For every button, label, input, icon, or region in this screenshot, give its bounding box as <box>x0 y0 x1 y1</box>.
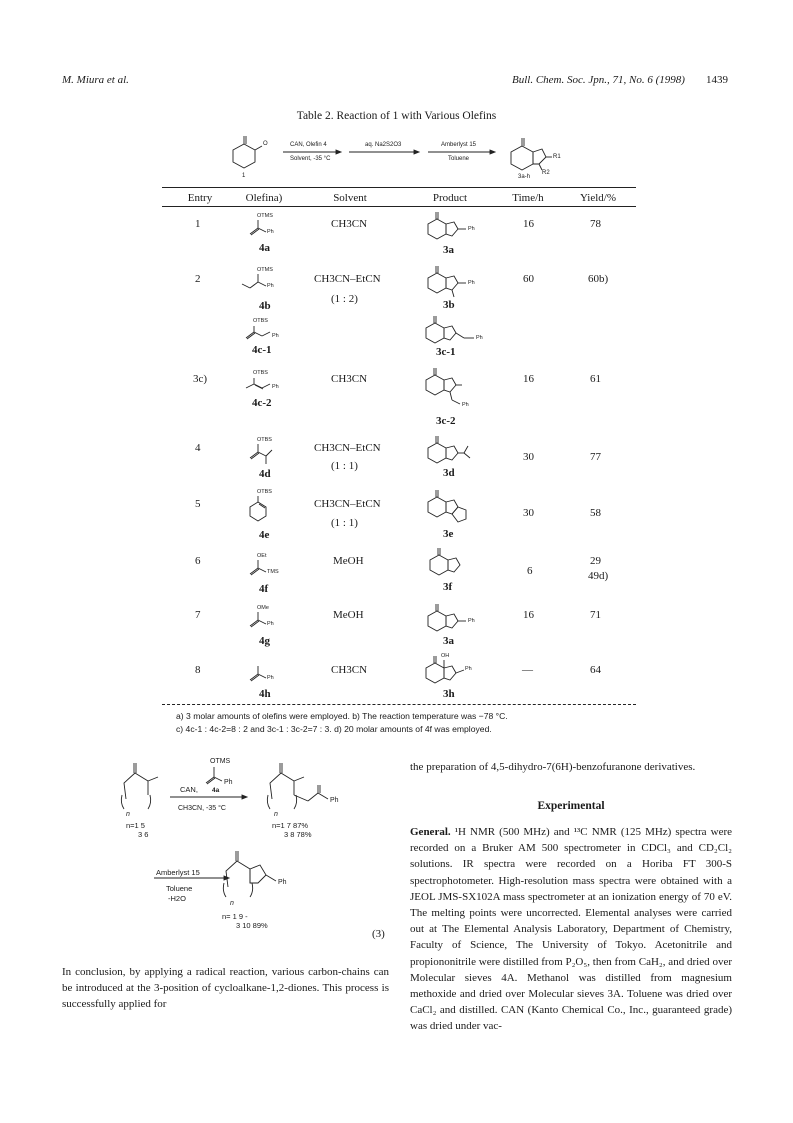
scheme-r1: R1 <box>553 154 561 160</box>
struct-4a <box>244 212 288 245</box>
eq3-reagent-4a: 4a <box>212 787 220 794</box>
struct-4h-ph: Ph <box>267 675 274 681</box>
table-top-rule <box>162 187 636 188</box>
struct-4a-otms: OTMS <box>257 213 273 219</box>
struct-4e-otbs: OTBS <box>257 489 272 495</box>
scheme-r2: R2 <box>542 170 550 176</box>
row6-yield-2: 49d) <box>588 570 609 582</box>
row1-entry: 1 <box>195 218 201 230</box>
eq3-reagent-ph: Ph <box>224 779 233 786</box>
row3-yield: 61 <box>590 373 601 385</box>
row4-product: 3d <box>443 467 455 479</box>
struct-3b <box>424 262 484 305</box>
struct-4f <box>244 552 288 585</box>
eq3-start-ns2: 3 6 <box>138 830 149 839</box>
col-solvent: Solvent <box>333 192 367 204</box>
col-product: Product <box>432 192 468 204</box>
row1-product: 3a <box>443 244 454 256</box>
scheme-step3-bottom: Toluene <box>448 156 470 162</box>
row1-time: 16 <box>523 218 534 230</box>
eq3-step2-bottom2: -H2O <box>168 894 186 903</box>
row5-solvent: CH3CN–EtCN <box>314 498 381 510</box>
row5-product: 3e <box>443 528 454 540</box>
row8-solvent: CH3CN <box>331 664 368 676</box>
col-olefin: Olefina) <box>245 192 283 204</box>
row2-solvent-ratio: (1 : 2) <box>331 293 358 305</box>
struct-3c1-ph: Ph <box>476 335 483 341</box>
eq3-prod-ns: n= 1 9 - <box>222 912 248 921</box>
row1-yield: 78 <box>590 218 601 230</box>
row8-yield: 64 <box>590 664 601 676</box>
equation-3-scheme <box>112 755 392 945</box>
struct-3a-entry7 <box>424 600 484 641</box>
row2-entry: 2 <box>195 273 201 285</box>
col-entry: Entry <box>187 192 213 204</box>
row8-olefin: 4h <box>259 688 271 700</box>
struct-4h <box>244 662 288 691</box>
row4-yield: 77 <box>590 451 601 463</box>
row8-entry: 8 <box>195 664 201 676</box>
scheme-step2-top: aq. Na2S2O3 <box>365 142 402 148</box>
row7-solvent: MeOH <box>333 609 364 621</box>
eq3-prod-ns2: 3 10 89% <box>236 921 268 930</box>
row5-solvent-ratio: (1 : 1) <box>331 517 358 529</box>
row7-entry: 7 <box>195 609 201 621</box>
row5-entry: 5 <box>195 498 201 510</box>
row3-product-1: 3c-1 <box>436 346 456 358</box>
row3-product-2: 3c-2 <box>436 415 456 427</box>
row2-solvent: CH3CN–EtCN <box>314 273 381 285</box>
row3-time: 16 <box>523 373 534 385</box>
row2-product: 3b <box>443 299 455 311</box>
struct-4c2-ph: Ph <box>272 384 279 390</box>
struct-3d <box>424 432 484 473</box>
row2-yield: 60b) <box>588 273 609 285</box>
struct-3a-entry7-ph: Ph <box>468 618 475 624</box>
row3-olefin-2: 4c-2 <box>252 397 272 409</box>
struct-4g-ph: Ph <box>267 621 274 627</box>
scheme-o-label: O <box>263 141 268 147</box>
table-bottom-rule <box>162 704 636 705</box>
row3-olefin-1: 4c-1 <box>252 344 272 356</box>
row3-entry: 3c) <box>193 373 208 385</box>
row6-olefin: 4f <box>259 583 269 595</box>
struct-4e <box>246 490 286 531</box>
reaction-scheme <box>228 130 568 186</box>
eq3-prod-n: n <box>230 900 234 907</box>
scheme-step1-bottom: Solvent, -35 °C <box>290 156 331 162</box>
struct-3e <box>424 486 484 531</box>
page-number: 1439 <box>706 74 728 86</box>
struct-4d <box>244 436 288 471</box>
struct-3a-ph: Ph <box>468 226 475 232</box>
left-column-paragraph: In conclusion, by applying a radical reaction, various carbon-chains can be introduced at the 3-position of cycloalkane-1,2-diones. This process is successfully applied for <box>62 966 389 1011</box>
scheme-product-label: 3a-h <box>518 174 531 180</box>
row6-product: 3f <box>443 581 453 593</box>
struct-4g-ome: OMe <box>257 605 269 611</box>
section-title-experimental: Experimental <box>537 800 605 812</box>
row1-solvent: CH3CN <box>331 218 368 230</box>
row4-olefin: 4d <box>259 468 271 480</box>
eq3-mid-ns2: 3 8 78% <box>284 830 312 839</box>
row5-yield: 58 <box>590 507 601 519</box>
row4-solvent: CH3CN–EtCN <box>314 442 381 454</box>
row7-time: 16 <box>523 609 534 621</box>
equation-3-drawing <box>112 755 392 945</box>
row5-time: 30 <box>523 507 534 519</box>
struct-3b-ph: Ph <box>468 280 475 286</box>
row6-time: 6 <box>527 565 533 577</box>
row2-olefin: 4b <box>259 300 271 312</box>
running-header-authors: M. Miura et al. <box>62 74 129 86</box>
struct-4c1-ph: Ph <box>272 333 279 339</box>
struct-3c-1 <box>422 314 492 353</box>
row1-olefin: 4a <box>259 242 270 254</box>
row7-yield: 71 <box>590 609 601 621</box>
footnote-line-1: a) 3 molar amounts of olefins were employed. b) The reaction temperature was −78 °C. <box>176 711 508 721</box>
eq3-mid-ns: n=1 7 87% <box>272 821 309 830</box>
general-body: ¹H NMR (500 MHz) and ¹³C NMR (125 MHz) spectra were recorded on a Bruker AM 500 spectrometer in CDCl₃ and CD₂Cl₂ solutions. IR spectra were recorded on a Horiba FT 300-S spectrophotometer. High-resolution mass spectra were obtained with a JEOL JMS-SX102A mass spectrometer at an ionization energy of 70 eV. The melting points were uncorrected. Elemental analyses were carried out at The Elemental Analysis Laboratory, Department of Chemistry, Faculty of Science, The University of Tokyo. Acetonitrile and propiononitrile were distilled from P₂O₅, then from CaH₂, and dried over Molecular sieves 4A. Methanol was distilled from magnesium methoxide and dried over Molecular sieves 3A. Toluene was dried over CaCl₂ and distilled. CAN (Kanto Chemical Co., Inc., guaranteed grade) was dried under vac- <box>410 826 732 1033</box>
row7-olefin: 4g <box>259 635 270 647</box>
eq3-mid-ph: Ph <box>330 797 339 804</box>
scheme-step1-top: CAN, Olefin 4 <box>290 142 327 148</box>
struct-4a-ph: Ph <box>267 229 274 235</box>
row6-entry: 6 <box>195 555 201 567</box>
row4-entry: 4 <box>195 442 201 454</box>
row3-solvent: CH3CN <box>331 373 368 385</box>
struct-4c-1 <box>242 320 292 349</box>
struct-3a <box>424 208 484 249</box>
scheme-drawing <box>228 130 568 186</box>
struct-4c2-otbs: OTBS <box>253 370 268 376</box>
row5-olefin: 4e <box>259 529 270 541</box>
row4-solvent-ratio: (1 : 1) <box>331 460 358 472</box>
struct-4b-ph: Ph <box>267 283 274 289</box>
struct-3f <box>426 546 476 585</box>
eq3-prod-ph: Ph <box>278 879 287 886</box>
scheme-step3-top: Amberlyst 15 <box>441 142 477 148</box>
general-paragraph <box>410 824 732 1035</box>
struct-3c-2 <box>422 366 486 417</box>
eq3-start-ns: n=1 5 <box>126 821 145 830</box>
eq3-reagent-otms: OTMS <box>210 758 231 765</box>
row8-time: — <box>522 664 533 676</box>
col-yield: Yield/% <box>579 192 617 204</box>
eq3-step1-left: CAN, <box>180 785 198 794</box>
row2-time: 60 <box>523 273 534 285</box>
row6-yield: 29 <box>590 555 601 567</box>
row7-product: 3a <box>443 635 454 647</box>
struct-4f-oet: OEt <box>257 553 267 559</box>
equation-number: (3) <box>372 928 385 940</box>
row6-solvent: MeOH <box>333 555 364 567</box>
struct-4b <box>238 266 288 301</box>
row4-time: 30 <box>523 451 534 463</box>
eq3-step2-top: Amberlyst 15 <box>156 868 200 877</box>
struct-4g <box>244 604 288 637</box>
footnote-line-2: c) 4c-1 : 4c-2=8 : 2 and 3c-1 : 3c-2=7 : 3. d) 20 molar amounts of 4f was employed. <box>176 724 492 734</box>
right-intro-paragraph: the preparation of 4,5-dihydro-7(6H)-benzofuranone derivatives. <box>410 761 696 773</box>
struct-4d-otbs: OTBS <box>257 437 272 443</box>
running-header-journal: Bull. Chem. Soc. Jpn., 71, No. 6 (1998) <box>512 74 685 86</box>
general-heading: General. <box>410 826 451 838</box>
eq3-start-n: n <box>126 811 130 818</box>
eq3-step2-bottom1: Toluene <box>166 884 193 893</box>
eq3-mid-n: n <box>274 811 278 818</box>
struct-4c-2 <box>240 372 290 401</box>
eq3-step1-bottom: CH3CN, -35 °C <box>178 805 226 812</box>
struct-3c2-ph: Ph <box>462 402 469 408</box>
struct-4f-tms: TMS <box>267 569 279 575</box>
table-head-rule <box>162 206 636 207</box>
struct-3h <box>424 652 484 693</box>
row8-product: 3h <box>443 688 455 700</box>
struct-4c1-otbs: OTBS <box>253 318 268 324</box>
scheme-start-label: 1 <box>242 173 246 179</box>
struct-3h-ph: Ph <box>465 666 472 672</box>
struct-3h-oh: OH <box>441 653 450 659</box>
struct-4b-otms: OTMS <box>257 267 273 273</box>
table-caption: Table 2. Reaction of 1 with Various Olefins <box>296 110 497 122</box>
col-time: Time/h <box>512 192 544 204</box>
